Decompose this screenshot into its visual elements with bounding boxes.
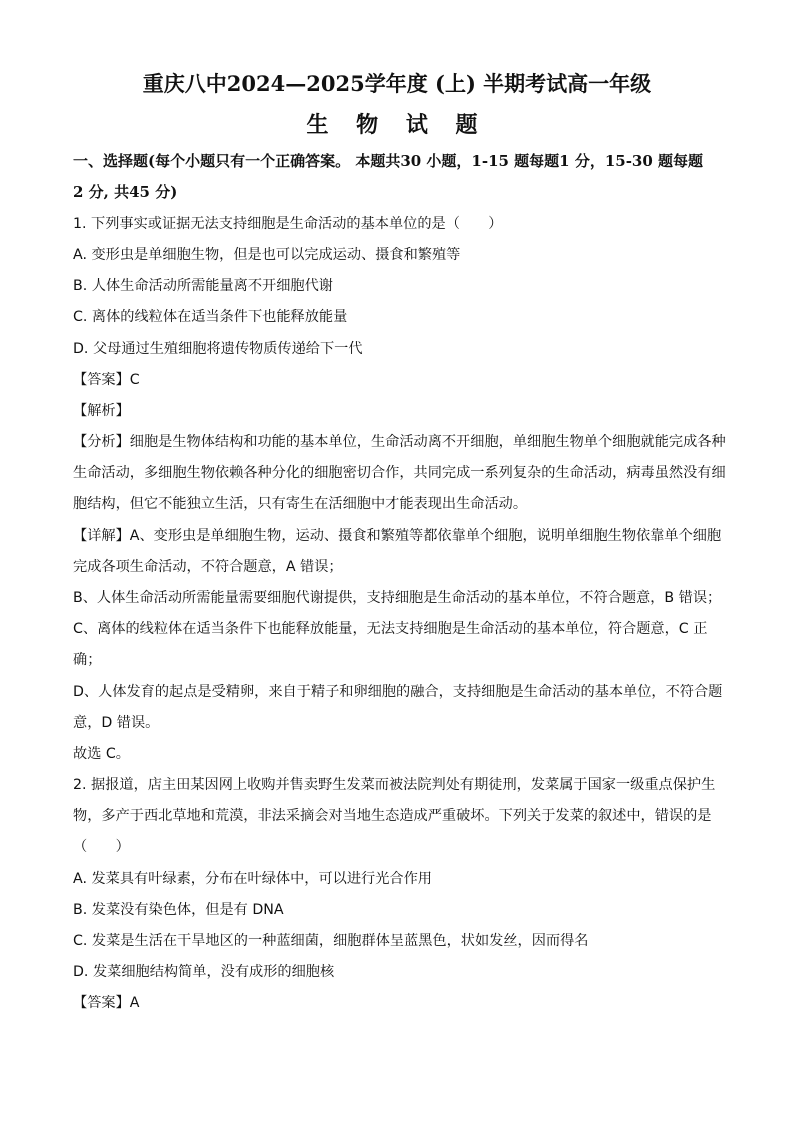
q2-answer: 【答案】A: [73, 995, 140, 1011]
q1-option-d: D. 父母通过生殖细胞将遗传物质传递给下一代: [73, 341, 363, 357]
q1-detail-line: 完成各项生命活动，不符合题意，A 错误；: [73, 559, 343, 575]
q1-detail-line: 【详解】A、变形虫是单细胞生物，运动、摄食和繁殖等都依靠单个细胞，说明单细胞生物依靠单个细胞: [73, 528, 722, 544]
question-2-stem-cont: （ ）: [73, 839, 130, 855]
q1-conclusion: 故选 C。: [73, 746, 130, 762]
q1-detail-line: D、人体发育的起点是受精卵，来自于精子和卵细胞的融合，支持细胞是生命活动的基本单位，不符合题: [73, 684, 723, 700]
question-2-stem: 2. 据报道，店主田某因网上收购并售卖野生发菜而被法院判处有期徒刑，发菜属于国家一级重点保护生: [73, 777, 716, 793]
q1-detail-line: C、离体的线粒体在适当条件下也能释放能量，无法支持细胞是生命活动的基本单位，符合题意，C 正: [73, 621, 708, 637]
section-heading-cont: 2 分, 共45 分): [73, 183, 178, 201]
q2-option-b: B. 发菜没有染色体，但是有 DNA: [73, 902, 284, 918]
q1-analysis-label: 【解析】: [73, 403, 130, 419]
section-heading: 一、选择题(每个小题只有一个正确答案。 本题共30 小题，1-15 题每题1 分，15-30 题每题: [73, 152, 704, 170]
q1-analysis-line: 胞结构，但它不能独立生活，只有寄生在活细胞中才能表现出生命活动。: [73, 496, 528, 512]
q1-analysis-line: 【分析】细胞是生物体结构和功能的基本单位，生命活动离不开细胞，单细胞生物单个细胞就能完成各种: [73, 434, 726, 450]
q1-analysis-line: 生命活动，多细胞生物依赖各种分化的细胞密切合作，共同完成一系列复杂的生命活动，病毒虽然没有细: [73, 465, 726, 481]
q2-option-c: C. 发菜是生活在干旱地区的一种蓝细菌，细胞群体呈蓝黑色，状如发丝，因而得名: [73, 933, 589, 949]
subject-title: 生 物 试 题: [306, 112, 488, 138]
q1-detail-line: 意，D 错误。: [73, 715, 160, 731]
q1-option-b: B. 人体生命活动所需能量离不开细胞代谢: [73, 278, 333, 294]
q1-detail-line: 确；: [73, 652, 102, 668]
q1-option-a: A. 变形虫是单细胞生物，但是也可以完成运动、摄食和繁殖等: [73, 247, 461, 263]
q1-option-c: C. 离体的线粒体在适当条件下也能释放能量: [73, 309, 348, 325]
exam-title: 重庆八中2024—2025学年度 (上) 半期考试高一年级: [142, 71, 652, 96]
q1-answer: 【答案】C: [73, 372, 140, 388]
q1-detail-line: B、人体生命活动所需能量需要细胞代谢提供，支持细胞是生命活动的基本单位，不符合题意，B 错误；: [73, 590, 722, 606]
question-1-stem: 1. 下列事实或证据无法支持细胞是生命活动的基本单位的是（ ）: [73, 216, 503, 232]
question-2-stem-cont: 物，多产于西北草地和荒漠，非法采摘会对当地生态造成严重破坏。下列关于发菜的叙述中，错误的是: [73, 808, 712, 824]
q2-option-a: A. 发菜具有叶绿素，分布在叶绿体中，可以进行光合作用: [73, 871, 432, 887]
q2-option-d: D. 发菜细胞结构简单，没有成形的细胞核: [73, 964, 335, 980]
